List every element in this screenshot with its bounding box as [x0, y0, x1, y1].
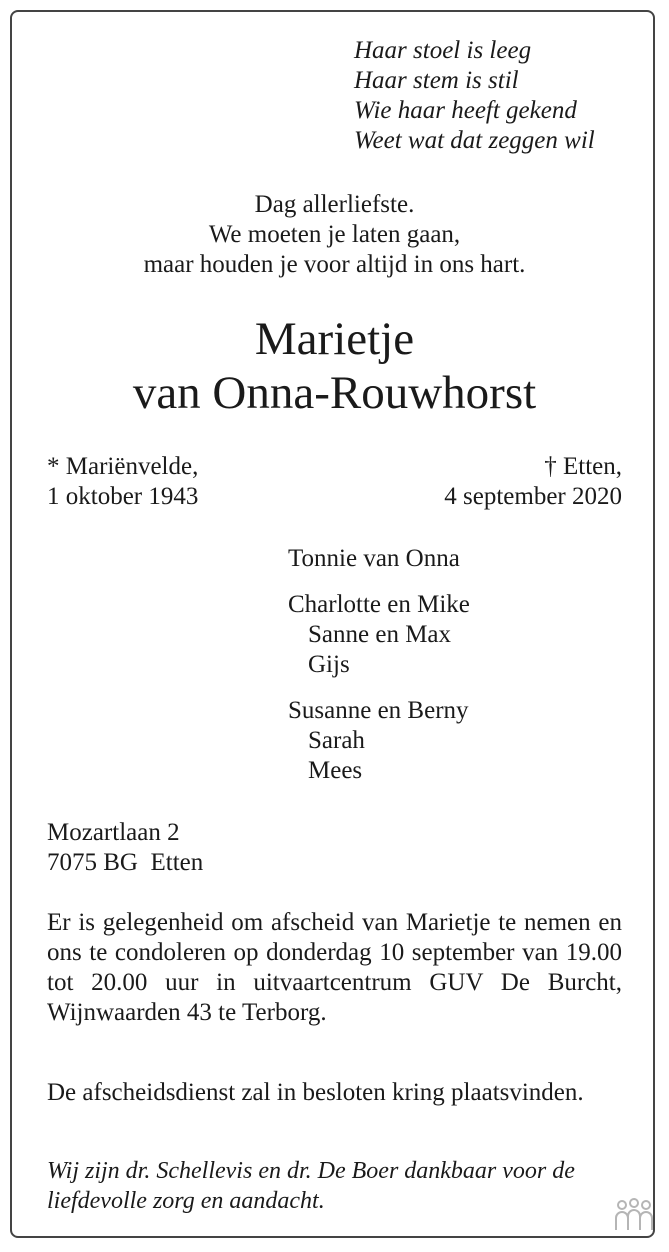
family-list: [288, 544, 470, 802]
family-group: [288, 696, 470, 786]
death-info: [444, 452, 622, 512]
farewell-text: [0, 190, 669, 280]
poem-line: Haar stoel is leeg: [354, 37, 532, 64]
farewell-line: maar houden je voor altijd in ons hart.: [143, 251, 526, 278]
farewell-line: We moeten je laten gaan,: [208, 221, 461, 248]
farewell-line: Dag allerliefste.: [254, 191, 415, 218]
family-group: [288, 544, 470, 574]
poem-line: Weet wat dat zeggen wil: [354, 127, 595, 154]
address-postal-city: 7075 BG Etten: [47, 849, 204, 876]
family-member: Tonnie van Onna: [288, 545, 460, 572]
grandchild: Sarah: [308, 727, 365, 754]
death-date: 4 september 2020: [444, 483, 622, 510]
deceased-name: [0, 312, 669, 420]
thanks-note: Wij zijn dr. Schellevis en dr. De Boer dankbaar voor de liefdevolle zorg en aandacht.: [47, 1158, 575, 1214]
full-name: van Onna-Rouwhorst: [132, 367, 537, 419]
first-name: Marietje: [254, 313, 415, 365]
grandchild: Mees: [308, 757, 363, 784]
birth-date: 1 oktober 1943: [47, 483, 199, 510]
family-member: Susanne en Berny: [288, 697, 469, 724]
family-group: [288, 590, 470, 680]
poem-line: Haar stem is stil: [354, 67, 519, 94]
family-member: Charlotte en Mike: [288, 591, 470, 618]
grandchild: Gijs: [308, 651, 350, 678]
people-group-icon: [612, 1196, 656, 1234]
birth-place: * Mariënvelde,: [47, 453, 199, 480]
address-street: Mozartlaan 2: [47, 819, 180, 846]
condolence-info: Er is gelegenheid om afscheid van Marietje te nemen en ons te condoleren op donderdag 10 september van 19.00 tot 20.00 uur in uitvaartcentrum GUV De Burcht, Wijnwaarden 43 te Terborg.: [47, 909, 622, 1026]
service-info: De afscheidsdienst zal in besloten kring plaatsvinden.: [47, 1079, 584, 1106]
correspondence-address: [47, 818, 203, 878]
death-place: † Etten,: [544, 453, 622, 480]
poem: [354, 36, 595, 156]
grandchild: Sanne en Max: [308, 621, 452, 648]
poem-line: Wie haar heeft gekend: [354, 97, 577, 124]
birth-info: [47, 452, 198, 512]
